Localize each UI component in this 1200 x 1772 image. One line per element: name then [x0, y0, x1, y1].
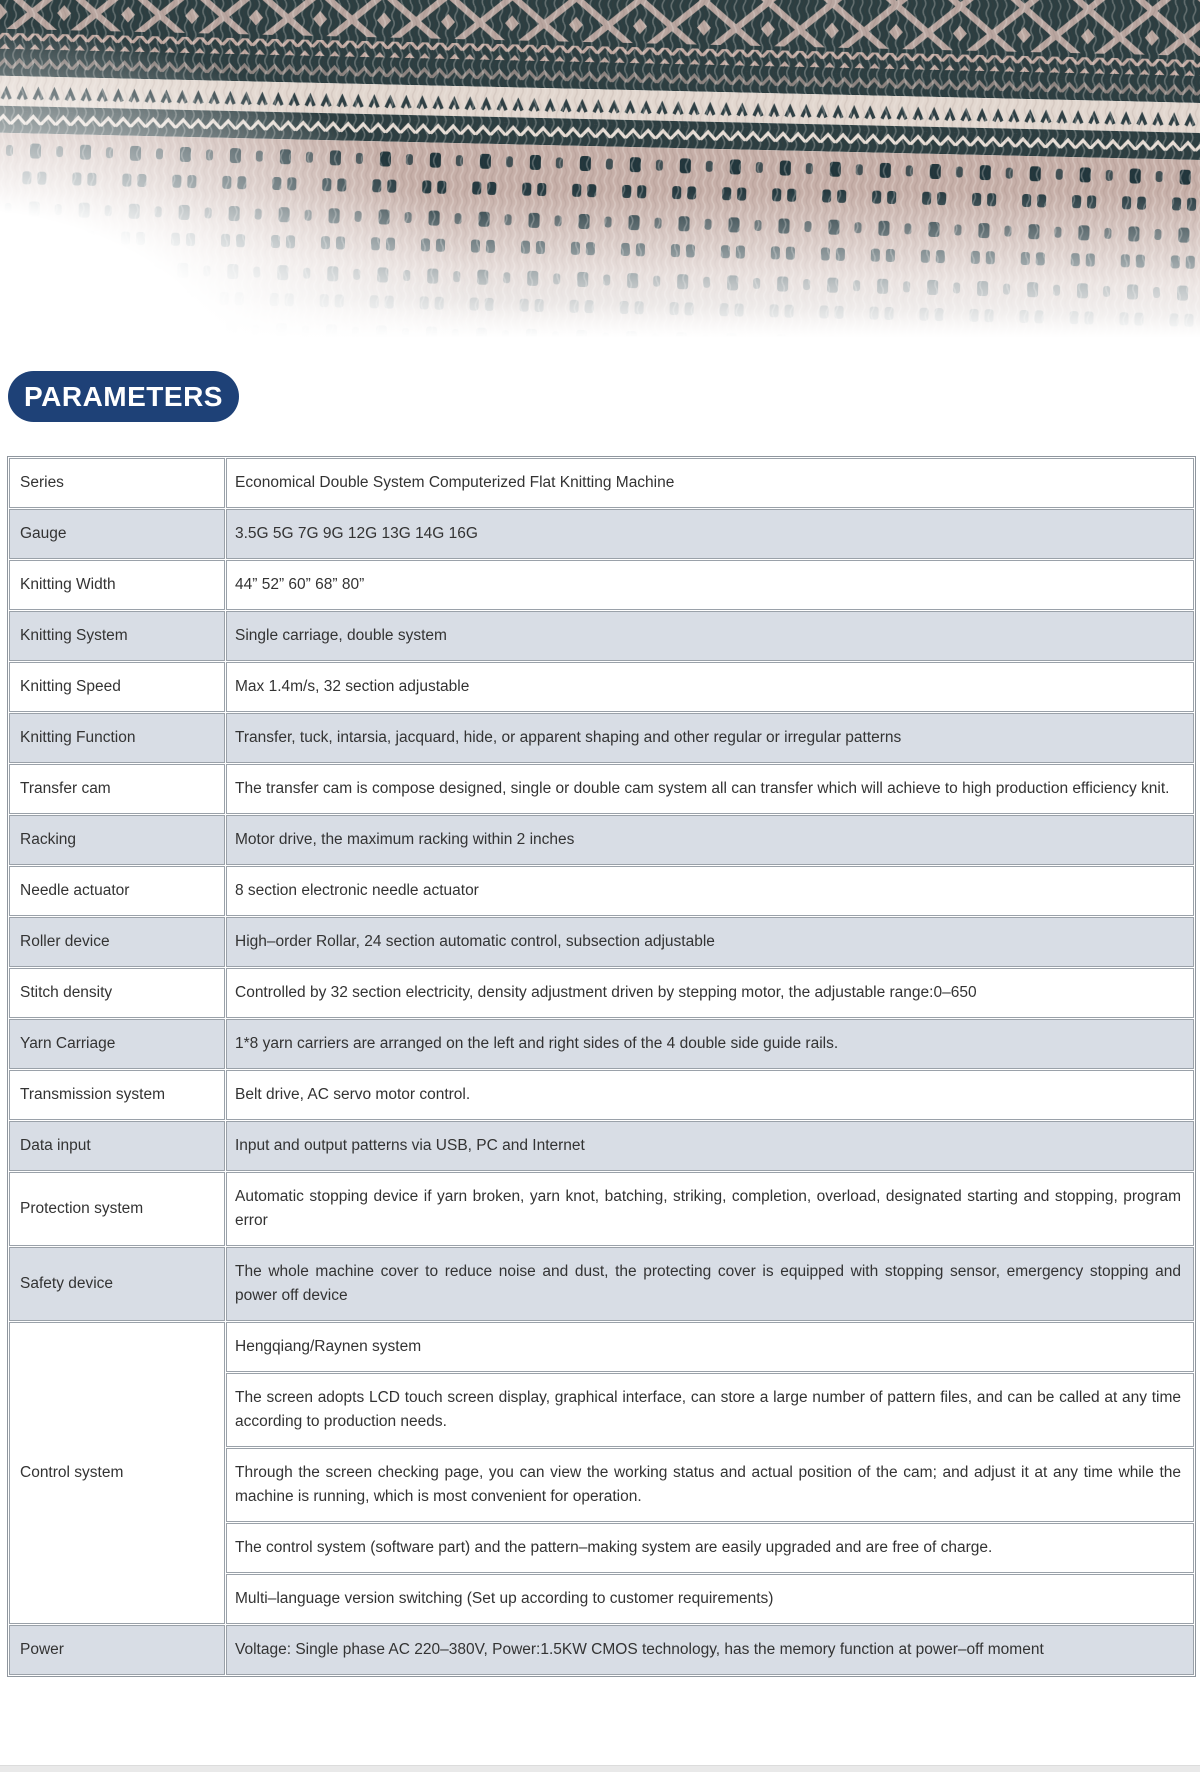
row-label: Knitting System — [9, 611, 225, 661]
row-value: Max 1.4m/s, 32 section adjustable — [226, 662, 1194, 712]
row-label: Protection system — [9, 1172, 225, 1246]
row-label: Transfer cam — [9, 764, 225, 814]
table-row — [9, 1172, 1194, 1246]
row-label: Knitting Function — [9, 713, 225, 763]
table-row — [9, 458, 1194, 508]
table-row — [9, 713, 1194, 763]
row-label: Data input — [9, 1121, 225, 1171]
row-label: Stitch density — [9, 968, 225, 1018]
row-label: Yarn Carriage — [9, 1019, 225, 1069]
row-label: Needle actuator — [9, 866, 225, 916]
section-title-badge — [8, 371, 239, 422]
row-value: 44” 52” 60” 68” 80” — [226, 560, 1194, 610]
row-value: The transfer cam is compose designed, single or double cam system all can transfer which will achieve to high production efficiency knit. — [226, 764, 1194, 814]
table-row — [9, 917, 1194, 967]
row-value: Economical Double System Computerized Flat Knitting Machine — [226, 458, 1194, 508]
row-value: 1*8 yarn carriers are arranged on the left and right sides of the 4 double side guide rails. — [226, 1019, 1194, 1069]
row-value: Input and output patterns via USB, PC and Internet — [226, 1121, 1194, 1171]
knit-fabric-image — [0, 0, 1200, 348]
table-row — [9, 866, 1194, 916]
table-row — [9, 1019, 1194, 1069]
row-value: Transfer, tuck, intarsia, jacquard, hide, or apparent shaping and other regular or irregular patterns — [226, 713, 1194, 763]
section-title: PARAMETERS — [24, 380, 223, 412]
row-label: Series — [9, 458, 225, 508]
row-value: Voltage: Single phase AC 220–380V, Power:1.5KW CMOS technology, has the memory function at power–off moment — [226, 1625, 1194, 1675]
table-row — [9, 1070, 1194, 1120]
row-value: The screen adopts LCD touch screen display, graphical interface, can store a large number of pattern files, and can be called at any time according to production needs. — [226, 1373, 1194, 1447]
table-row — [9, 1625, 1194, 1675]
table-row — [9, 662, 1194, 712]
row-label: Knitting Speed — [9, 662, 225, 712]
row-label: Racking — [9, 815, 225, 865]
row-value: 8 section electronic needle actuator — [226, 866, 1194, 916]
table-row — [9, 815, 1194, 865]
row-label: Power — [9, 1625, 225, 1675]
row-value: Through the screen checking page, you can view the working status and actual position of the cam; and adjust it at any time while the machine is running, which is most convenient for operation. — [226, 1448, 1194, 1522]
parameters-table — [7, 456, 1196, 1677]
row-label: Knitting Width — [9, 560, 225, 610]
table-row — [9, 611, 1194, 661]
row-value: Multi–language version switching (Set up according to customer requirements) — [226, 1574, 1194, 1624]
row-value: Controlled by 32 section electricity, density adjustment driven by stepping motor, the adjustable range:0–650 — [226, 968, 1194, 1018]
row-label: Roller device — [9, 917, 225, 967]
row-value: Hengqiang/Raynen system — [226, 1322, 1194, 1372]
table-row — [9, 1121, 1194, 1171]
parameters-table-body — [9, 458, 1194, 1675]
row-value: Single carriage, double system — [226, 611, 1194, 661]
row-value: High–order Rollar, 24 section automatic control, subsection adjustable — [226, 917, 1194, 967]
page-bottom-divider — [0, 1765, 1200, 1772]
row-value: Belt drive, AC servo motor control. — [226, 1070, 1194, 1120]
row-value: Automatic stopping device if yarn broken, yarn knot, batching, striking, completion, overload, designated starting and stopping, program error — [226, 1172, 1194, 1246]
table-row — [9, 560, 1194, 610]
row-label: Transmission system — [9, 1070, 225, 1120]
table-row — [9, 1247, 1194, 1321]
table-row — [9, 764, 1194, 814]
table-row — [9, 509, 1194, 559]
row-label: Control system — [9, 1322, 225, 1624]
row-value: Motor drive, the maximum racking within 2 inches — [226, 815, 1194, 865]
knit-fabric-pattern — [0, 0, 1200, 348]
row-value: The control system (software part) and the pattern–making system are easily upgraded and are free of charge. — [226, 1523, 1194, 1573]
row-value: The whole machine cover to reduce noise and dust, the protecting cover is equipped with stopping sensor, emergency stopping and power off device — [226, 1247, 1194, 1321]
row-label: Gauge — [9, 509, 225, 559]
table-row — [9, 968, 1194, 1018]
row-label: Safety device — [9, 1247, 225, 1321]
table-row — [9, 1322, 1194, 1372]
row-value: 3.5G 5G 7G 9G 12G 13G 14G 16G — [226, 509, 1194, 559]
